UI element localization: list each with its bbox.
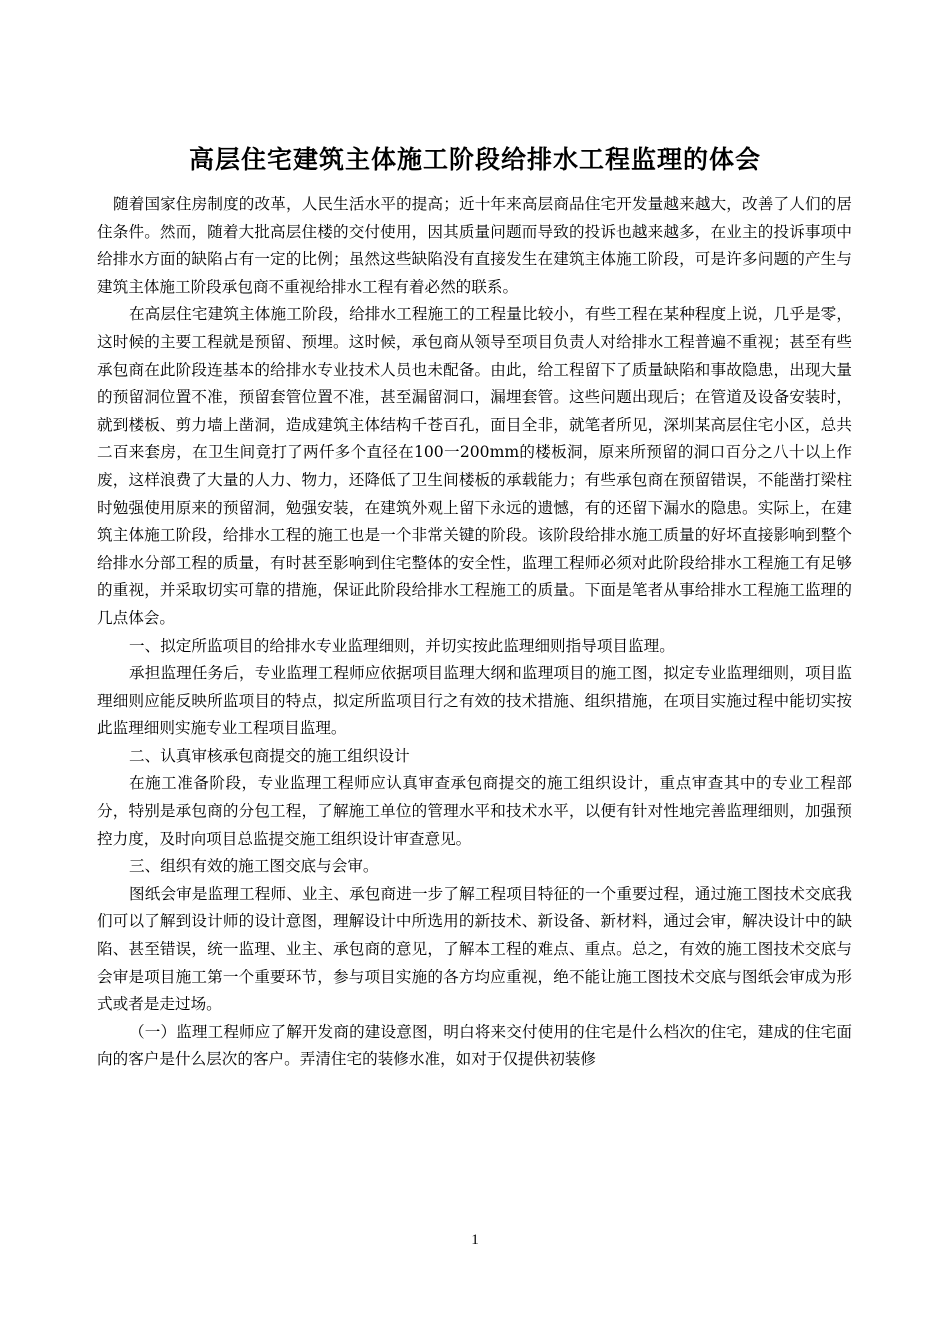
subsection-paragraph-1: （一）监理工程师应了解开发商的建设意图，明白将来交付使用的住宅是什么档次的住宅，建成的住宅面向的客户是什么层次的客户。弄清住宅的装修水准，如对于仅提供初装修 [97, 1022, 852, 1069]
page-number: 1 [471, 1232, 479, 1248]
document-body [97, 191, 852, 1074]
background-paragraph: 在高层住宅建筑主体施工阶段，给排水工程施工的工程量比较小，有些工程在某种程度上说，几乎是零，这时候的主要工程就是预留、预埋。这时候，承包商从领导至项目负责人对给排水工程普遍不重视；甚至有些承包商在此阶段连基本的给排水专业技术人员也未配备。由此，给工程留下了质量缺陷和事故隐患，出现大量的预留洞位置不准，预留套管位置不准，甚至漏留洞口，漏埋套管。这些问题出现后；在管道及设备安装时，就到楼板、剪力墙上凿洞，造成建筑主体结构千苍百孔，面目全非，就笔者所见，深圳某高层住宅小区，总共二百来套房，在卫生间竟打了两仟多个直径在100一200mm的楼板洞，原来所预留的洞口百分之八十以上作废，这样浪费了大量的人力、物力，还降低了卫生间楼板的承载能力；有些承包商在预留错误，不能凿打梁柱时勉强使用原来的预留洞，勉强安装，在建筑外观上留下永远的遗憾，有的还留下漏水的隐患。实际上，在建筑主体施工阶段，给排水工程的施工也是一个非常关键的阶段。该阶段给排水施工质量的好坏直接影响到整个给排水分部工程的质量，有时甚至影响到住宅整体的安全性，监理工程师必须对此阶段给排水工程施工有足够的重视，并采取切实可靠的措施，保证此阶段给排水工程施工的质量。下面是笔者从事给排水工程施工监理的几点体会。 [97, 305, 852, 627]
section-heading-2: 二、认真审核承包商提交的施工组织设计 [129, 746, 410, 765]
intro-paragraph: 随着国家住房制度的改革，人民生活水平的提高；近十年来高层商品住宅开发量越来越大，改善了人们的居住条件。然而，随着大批高层住楼的交付使用，因其质量问题而导致的投诉也越来越多，在业主的投诉事项中给排水方面的缺陷占有一定的比例；虽然这些缺陷没有直接发生在建筑主体施工阶段，可是许多问题的产生与建筑主体施工阶段承包商不重视给排水工程有着必然的联系。 [97, 195, 852, 296]
section-paragraph-2: 在施工准备阶段，专业监理工程师应认真审查承包商提交的施工组织设计，重点审查其中的专业工程部分，特别是承包商的分包工程，了解施工单位的管理水平和技术水平，以便有针对性地完善监理细则，加强预控力度，及时向项目总监提交施工组织设计审查意见。 [97, 774, 852, 848]
section-heading-1: 一、拟定所监项目的给排水专业监理细则，并切实按此监理细则指导项目监理。 [129, 636, 675, 655]
section-paragraph-3: 图纸会审是监理工程师、业主、承包商进一步了解工程项目特征的一个重要过程，通过施工图技术交底我们可以了解到设计师的设计意图，理解设计中所选用的新技术、新设备、新材料，通过会审，解决设计中的缺陷、甚至错误，统一监理、业主、承包商的意见，了解本工程的难点、重点。总之，有效的施工图技术交底与会审是项目施工第一个重要环节，参与项目实施的各方均应重视，绝不能让施工图技术交底与图纸会审成为形式或者是走过场。 [97, 884, 852, 1014]
document-title: 高层住宅建筑主体施工阶段给排水工程监理的体会 [188, 145, 761, 174]
section-paragraph-1: 承担监理任务后，专业监理工程师应依据项目监理大纲和监理项目的施工图，拟定专业监理细则，项目监理细则应能反映所监项目的特点，拟定所监项目行之有效的技术措施、组织措施，在项目实施过程中能切实按此监理细则实施专业工程项目监理。 [97, 664, 852, 738]
section-heading-3: 三、组织有效的施工图交底与会审。 [129, 857, 379, 876]
